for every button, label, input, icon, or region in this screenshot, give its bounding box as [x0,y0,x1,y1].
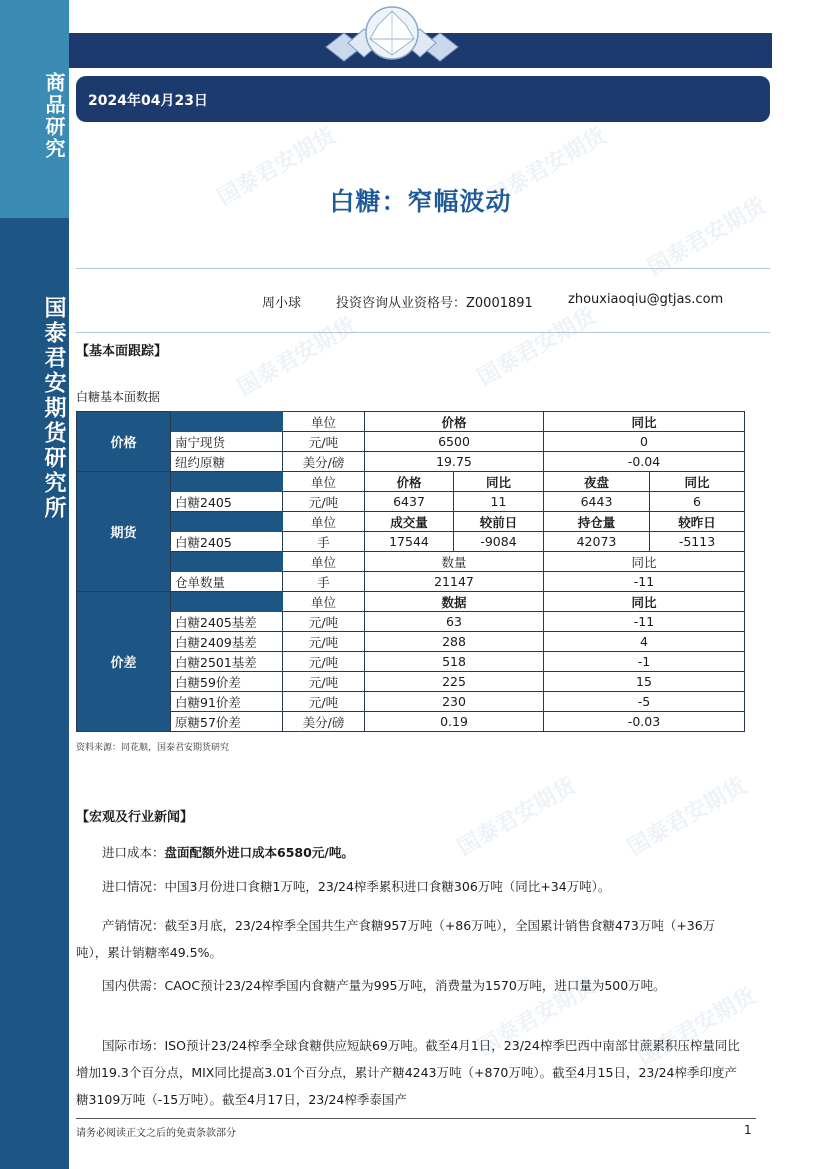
table-row [77,412,745,432]
value-cell: 230 [365,692,544,712]
table-row [77,692,745,712]
footer-divider [76,1118,756,1119]
header-cell: 持仓量 [544,512,650,532]
unit-cell: 元/吨 [283,432,365,452]
news-paragraph-import-cost [76,839,744,866]
table-row [77,432,745,452]
sidebar-category: 商品研究 [42,72,66,160]
header-cell: 夜盘 [544,472,650,492]
page-title: 白糖：窄幅波动 [329,187,512,216]
header-cell: 同比 [544,552,745,572]
watermark: 国泰君安期货 [213,123,341,212]
watermark: 国泰君安期货 [473,973,601,1062]
watermark: 国泰君安期货 [633,983,761,1072]
news-paragraph-international: 国际市场：ISO预计23/24榨季全球食糖供应短缺69万吨。截至4月1日，23/24榨季巴西中南部甘蔗累积压榨量同比增加19.3个百分点，MIX同比提高3.01个百分点，累计产糖4243万吨（+870万吨）。截至4月15日，23/24榨季印度产糖3109万吨（-15万吨）。截至4月17日，23/24榨季泰国产 [76,1038,740,1107]
header-cell: 较昨日 [650,512,745,532]
news-paragraph-production-sales: 产销情况：截至3月底，23/24榨季全国共生产食糖957万吨（+86万吨），全国累计销售食糖473万吨（+36万吨），累计销糖率49.5%。 [76,918,716,960]
table-row [77,612,745,632]
value-cell: -5113 [650,532,745,552]
watermark: 国泰君安期货 [233,313,361,402]
unit-cell: 元/吨 [283,632,365,652]
author-name: 周小球 [262,296,302,311]
value-cell: 17544 [365,532,454,552]
diamond-logo-icon [322,3,462,65]
value-cell: -5 [544,692,745,712]
row-label: 白糖59价差 [171,672,283,692]
header-cell: 价格 [365,472,454,492]
watermark: 国泰君安期货 [453,773,581,862]
header-cell: 单位 [283,412,365,432]
header-cell: 成交量 [365,512,454,532]
value-cell: -11 [544,572,745,592]
value-cell: 63 [365,612,544,632]
table-row [77,572,745,592]
watermark: 国泰君安期货 [623,773,751,862]
value-cell: 0 [544,432,745,452]
header-cell: 单位 [283,592,365,612]
date-bar [76,76,770,122]
value-cell: 518 [365,652,544,672]
row-label: 白糖2405 [171,492,283,512]
paragraph-label: 进口成本： [102,845,165,860]
row-label: 原糖57价差 [171,712,283,732]
unit-cell: 元/吨 [283,652,365,672]
table-row [77,652,745,672]
unit-cell: 美分/磅 [283,712,365,732]
value-cell: 225 [365,672,544,692]
author-email: zhouxiaoqiu@gtjas.com [568,292,724,307]
value-cell: 0.19 [365,712,544,732]
unit-cell: 元/吨 [283,672,365,692]
table-row [77,632,745,652]
value-cell: 19.75 [365,452,544,472]
value-cell: 6500 [365,432,544,452]
row-label: 白糖91价差 [171,692,283,712]
section-label-futures: 期货 [77,472,171,592]
row-label: 南宁现货 [171,432,283,452]
watermark: 国泰君安期货 [473,303,601,392]
row-label: 白糖2405基差 [171,612,283,632]
row-label: 白糖2501基差 [171,652,283,672]
row-label: 纽约原糖 [171,452,283,472]
value-cell: -0.04 [544,452,745,472]
author-license: 投资咨询从业资格号：Z0001891 [336,296,533,311]
table-row [77,472,745,492]
header-cell: 同比 [650,472,745,492]
table-row [77,552,745,572]
section-label-price: 价格 [77,412,171,472]
unit-cell: 元/吨 [283,612,365,632]
header-cell: 数据 [365,592,544,612]
value-cell: 6 [650,492,745,512]
title-divider [76,268,770,269]
row-label: 仓单数量 [171,572,283,592]
section-heading-fundamentals: 【基本面跟踪】 [76,344,168,359]
value-cell: -9084 [454,532,544,552]
value-cell: -0.03 [544,712,745,732]
value-cell: -11 [544,612,745,632]
author-divider [76,332,770,333]
table-row [77,452,745,472]
header-cell: 同比 [544,592,745,612]
table-row [77,672,745,692]
unit-cell: 元/吨 [283,692,365,712]
value-cell: 6443 [544,492,650,512]
header-cell: 较前日 [454,512,544,532]
table-row [77,492,745,512]
value-cell: 288 [365,632,544,652]
value-cell: 42073 [544,532,650,552]
paragraph-highlight: 盘面配额外进口成本6580元/吨。 [164,845,354,860]
header-cell: 价格 [365,412,544,432]
report-date: 2024年04月23日 [88,93,208,109]
header-cell: 同比 [454,472,544,492]
value-cell: 21147 [365,572,544,592]
page-number: 1 [744,1123,752,1137]
unit-cell: 元/吨 [283,492,365,512]
table-row [77,532,745,552]
table-row [77,592,745,612]
table-source-note: 资料来源：同花顺，国泰君安期货研究 [76,743,230,753]
table-row [77,512,745,532]
header-cell: 单位 [283,552,365,572]
watermark: 国泰君安期货 [643,193,771,282]
section-heading-news: 【宏观及行业新闻】 [76,810,194,825]
header-cell: 单位 [283,472,365,492]
value-cell: -1 [544,652,745,672]
header-cell: 单位 [283,512,365,532]
news-paragraph-imports: 进口情况：中国3月份进口食糖1万吨，23/24榨季累积进口食糖306万吨（同比+34万吨）。 [102,879,611,894]
unit-cell: 美分/磅 [283,452,365,472]
watermark: 国泰君安期货 [483,123,611,212]
table-caption: 白糖基本面数据 [76,390,161,404]
section-label-spread: 价差 [77,592,171,732]
fundamentals-table [76,411,745,732]
header-cell: 同比 [544,412,745,432]
value-cell: 11 [454,492,544,512]
sidebar-org: 国泰君安期货研究所 [41,296,66,521]
news-paragraph-domestic-supply: 国内供需：CAOC预计23/24榨季国内食糖产量为995万吨，消费量为1570万吨，进口量为500万吨。 [102,978,666,993]
row-label: 白糖2405 [171,532,283,552]
value-cell: 6437 [365,492,454,512]
table-row [77,712,745,732]
value-cell: 15 [544,672,745,692]
unit-cell: 手 [283,532,365,552]
header-cell: 数量 [365,552,544,572]
value-cell: 4 [544,632,745,652]
row-label: 白糖2409基差 [171,632,283,652]
footer-disclaimer-notice: 请务必阅读正文之后的免责条款部分 [76,1128,236,1139]
unit-cell: 手 [283,572,365,592]
